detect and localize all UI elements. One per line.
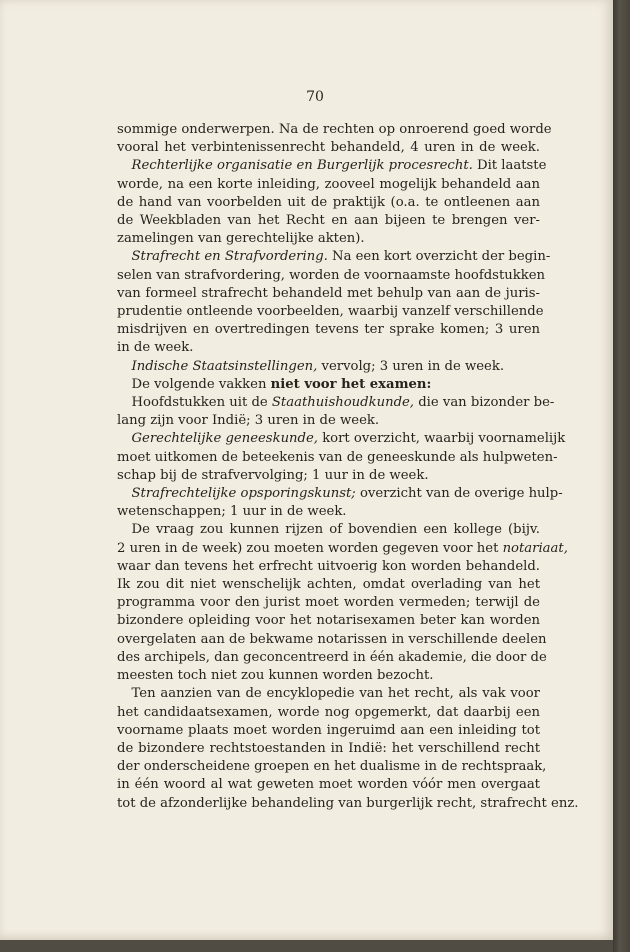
text-run: Strafrechtelijke opsporingskunst; [131, 486, 356, 502]
text-run: bizondere opleiding voor het notarisexamen beter kan worden [117, 613, 540, 629]
text-run: Dit laatste [472, 158, 547, 174]
text-run: het candidaatsexamen, worde nog opgemerkt, dat daarbij een [117, 704, 540, 720]
text-line [117, 121, 552, 139]
text-line [117, 576, 540, 594]
text-line [117, 285, 540, 303]
text-line [117, 157, 547, 175]
text-run: niet voor het examen: [270, 376, 432, 392]
text-line [117, 376, 540, 394]
text-run: Hoofdstukken uit de [131, 395, 272, 411]
text-line [117, 467, 540, 485]
body-text [117, 121, 579, 813]
text-run: Ten aanzien van de encyklopedie van het recht, als vak voor [131, 686, 540, 702]
text-line [117, 612, 540, 630]
text-run: Indische Staatsinstellingen, [131, 358, 318, 374]
text-line [117, 394, 555, 412]
text-line [117, 212, 540, 230]
text-line [117, 248, 551, 266]
text-run: Rechterlijke organisatie en Burgerlijk procesrecht. [131, 158, 473, 174]
text-run: der onderscheidene groepen en het dualisme in de rechtspraak, [117, 759, 547, 775]
text-line [117, 267, 546, 285]
text-run: Gerechtelijke geneeskunde, [131, 431, 318, 447]
text-run: schap bij de strafvervolging; 1 uur in de week. [117, 467, 429, 483]
text-run: notariaat, [502, 540, 568, 556]
text-run: des archipels, dan geconcentreerd in één akademie, die door de [117, 649, 547, 665]
text-line [117, 430, 566, 448]
text-run: Ik zou dit niet wenschelijk achten, omdat overlading van het [117, 577, 540, 593]
text-line [117, 503, 540, 521]
text-run: van formeel strafrecht behandeld met behulp van aan de juris- [117, 285, 540, 301]
text-run: in één woord al wat geweten moet worden vóór men overgaat [117, 777, 540, 793]
text-run: 2 uren in de week) zou moeten worden gegeven voor het [117, 540, 503, 556]
text-run: lang zijn voor Indië; 3 uren in de week. [117, 413, 380, 429]
text-line [117, 540, 568, 558]
text-line [117, 485, 563, 503]
text-line [117, 176, 540, 194]
book-binding-edge [613, 0, 630, 952]
text-run: kort overzicht, waarbij voornamelijk [318, 431, 566, 447]
text-run: overgelaten aan de bekwame notarissen in verschillende deelen [117, 631, 547, 647]
text-line [117, 795, 579, 813]
text-line [117, 139, 540, 157]
text-run: programma voor den jurist moet worden vermeden; terwijl de [117, 595, 540, 611]
text-run: tot de afzonderlijke behandeling van burgerlijk recht, strafrecht enz. [117, 795, 579, 811]
text-run: die van bizonder be- [414, 395, 555, 411]
text-run: Strafrecht en Strafvordering. [131, 249, 328, 265]
text-run: prudentie ontleende voorbeelden, waarbij vanzelf verschillende [117, 304, 544, 320]
text-line [117, 321, 540, 339]
text-run: de Weekbladen van het Recht en aan bijeen te brengen ver- [117, 213, 540, 229]
text-line [117, 631, 547, 649]
text-line [117, 339, 540, 357]
text-line [117, 449, 558, 467]
text-line [117, 740, 540, 758]
text-line [117, 358, 540, 376]
text-line [117, 412, 540, 430]
text-run: in de week. [117, 340, 194, 356]
text-line [117, 667, 540, 685]
text-line [117, 521, 540, 539]
text-run: sommige onderwerpen. Na de rechten op onroerend goed worde [117, 122, 552, 137]
text-run: de hand van voorbelden uit de praktijk (o.a. te ontleenen aan [117, 194, 540, 210]
text-run: misdrijven en overtredingen tevens ter sprake komen; 3 uren [117, 322, 540, 338]
text-line [117, 649, 547, 667]
text-run: overzicht van de overige hulp- [355, 486, 563, 502]
text-line [117, 704, 540, 722]
text-run: Staathuishoudkunde, [271, 395, 415, 411]
text-line [117, 722, 540, 740]
text-run: vervolg; 3 uren in de week. [317, 358, 505, 374]
text-line [117, 230, 540, 248]
text-line [117, 194, 540, 212]
text-run: worde, na een korte inleiding, zooveel mogelijk behandeld aan [117, 176, 540, 192]
text-line [117, 758, 547, 776]
text-line [117, 776, 540, 794]
text-line [117, 558, 540, 576]
text-run: moet uitkomen de beteekenis van de geneeskunde als hulpweten- [117, 449, 558, 465]
text-run: waar dan tevens het erfrecht uitvoerig kon worden behandeld. [117, 558, 540, 574]
text-run: vooral het verbintenissenrecht behandeld, 4 uren in de week. [117, 140, 540, 156]
text-run: meesten toch niet zou kunnen worden bezocht. [117, 668, 434, 684]
text-line [117, 685, 540, 703]
text-run: zamelingen van gerechtelijke akten). [117, 231, 365, 247]
text-line [117, 303, 544, 321]
page-number: 70 [306, 89, 324, 105]
text-run: de bizondere rechtstoestanden in Indië: het verschillend recht [117, 740, 540, 756]
text-run: voorname plaats moet worden ingeruimd aan een inleiding tot [117, 722, 540, 738]
text-run: selen van strafvordering, worden de voornaamste hoofdstukken [117, 267, 546, 283]
text-run: Na een kort overzicht der begin- [327, 249, 551, 265]
text-run: De volgende vakken [131, 376, 271, 392]
text-line [117, 594, 540, 612]
text-run: wetenschappen; 1 uur in de week. [117, 504, 347, 520]
text-run: De vraag zou kunnen rijzen of bovendien een kollege (bijv. [131, 522, 540, 538]
